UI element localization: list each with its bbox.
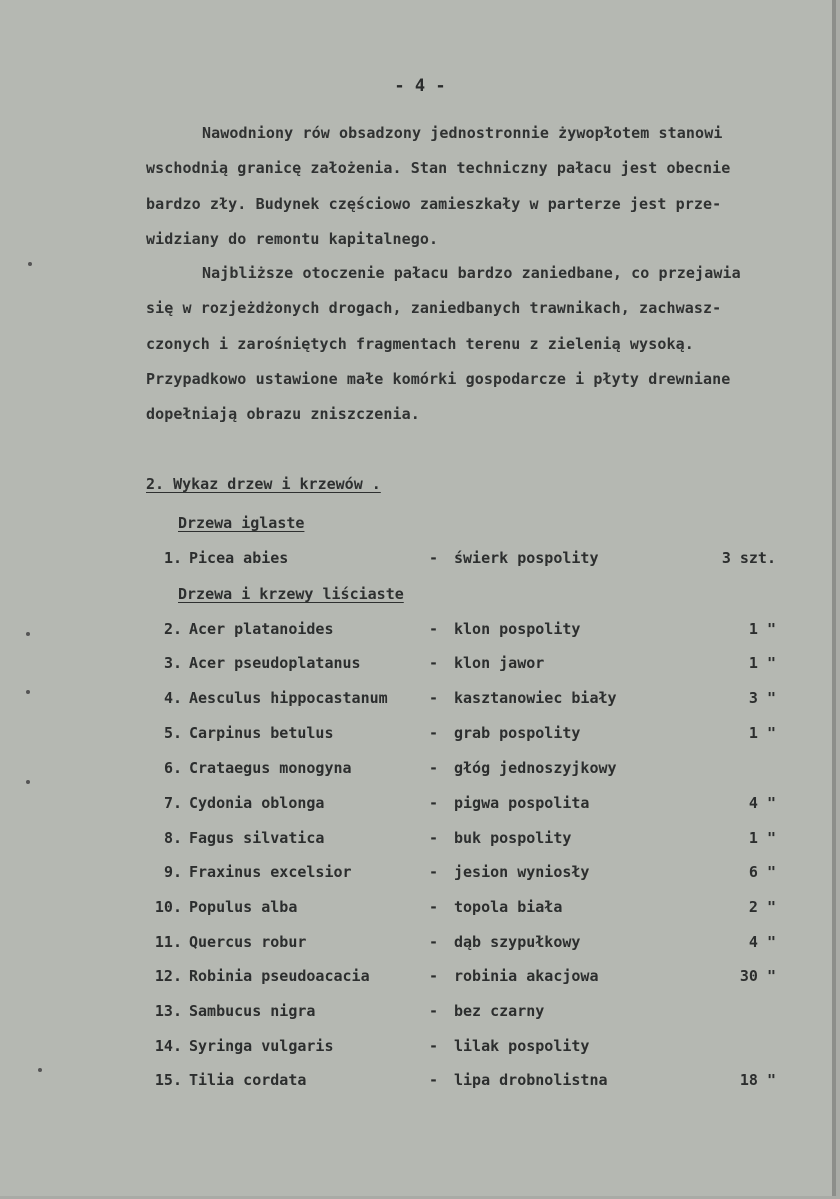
paper-speck (26, 690, 30, 694)
dash-separator: - (429, 549, 439, 567)
dash-separator: - (429, 933, 439, 951)
text-line: Nawodniony rów obsadzony jednostronnie żywopłotem stanowi (202, 124, 723, 142)
dash-separator: - (429, 794, 439, 812)
text-line: bardzo zły. Budynek częściowo zamieszkały w parterze jest prze- (146, 194, 722, 213)
polish-name: lilak pospolity (454, 1037, 590, 1055)
polish-name: klon pospolity (454, 620, 581, 638)
latin-name: Robinia pseudoacacia (189, 967, 370, 985)
quantity: 4 " (748, 794, 776, 812)
latin-name: Acer platanoides (189, 620, 334, 638)
latin-name: Cydonia oblonga (189, 794, 325, 812)
species-row (0, 1002, 840, 1026)
paper-speck (26, 780, 30, 784)
species-row (0, 759, 840, 783)
item-number: 2. (163, 620, 182, 638)
species-row (0, 967, 840, 991)
text-line: wschodnią granicę założenia. Stan techniczny pałacu jest obecnie (146, 159, 731, 178)
latin-name: Tilia cordata (189, 1071, 307, 1089)
section-title: 2. Wykaz drzew i krzewów . (146, 475, 381, 493)
latin-name: Acer pseudoplatanus (189, 654, 361, 672)
item-number: 13. (154, 1002, 182, 1020)
item-number: 9. (163, 863, 182, 881)
polish-name: dąb szypułkowy (454, 933, 581, 951)
quantity: 3 " (748, 689, 776, 707)
dash-separator: - (429, 967, 439, 985)
dash-separator: - (429, 1037, 439, 1055)
item-number: 1. (163, 549, 182, 567)
item-number: 14. (154, 1037, 182, 1055)
polish-name: topola biała (454, 898, 563, 916)
polish-name: lipa drobnolistna (454, 1071, 608, 1089)
item-number: 12. (154, 967, 182, 985)
item-number: 10. (154, 898, 182, 916)
group-heading-deciduous: Drzewa i krzewy liściaste (178, 585, 404, 603)
quantity: 1 " (748, 654, 776, 672)
species-row (0, 898, 840, 922)
polish-name: bez czarny (454, 1002, 545, 1020)
paper-speck (26, 632, 30, 636)
polish-name: grab pospolity (454, 724, 581, 742)
item-number: 5. (163, 724, 182, 742)
latin-name: Carpinus betulus (189, 724, 334, 742)
dash-separator: - (429, 898, 439, 916)
dash-separator: - (429, 759, 439, 777)
species-row (0, 689, 840, 713)
species-row (0, 1071, 840, 1095)
latin-name: Crataegus monogyna (189, 759, 352, 777)
latin-name: Fraxinus excelsior (189, 863, 352, 881)
dash-separator: - (429, 1071, 439, 1089)
species-row (0, 863, 840, 887)
paragraph-description (146, 116, 806, 257)
text-line: się w rozjeżdżonych drogach, zaniedbanych trawnikach, zachwasz- (146, 299, 722, 318)
dash-separator: - (429, 863, 439, 881)
dash-separator: - (429, 724, 439, 742)
item-number: 3. (163, 654, 182, 672)
paper-speck (38, 1068, 42, 1072)
dash-separator: - (429, 829, 439, 847)
group-heading-conifers: Drzewa iglaste (178, 514, 305, 532)
latin-name: Quercus robur (189, 933, 307, 951)
quantity: 2 " (748, 898, 776, 916)
quantity: 3 szt. (721, 549, 776, 567)
polish-name: klon jawor (454, 654, 545, 672)
polish-name: świerk pospolity (454, 549, 599, 567)
latin-name: Sambucus nigra (189, 1002, 316, 1020)
quantity: 4 " (748, 933, 776, 951)
text-line: Przypadkowo ustawione małe komórki gospodarcze i płyty drewniane (146, 369, 731, 388)
item-number: 11. (154, 933, 182, 951)
paragraph-surroundings (146, 256, 806, 432)
item-number: 8. (163, 829, 182, 847)
quantity: 1 " (748, 724, 776, 742)
latin-name: Populus alba (189, 898, 298, 916)
dash-separator: - (429, 1002, 439, 1020)
page-number: - 4 - (394, 76, 446, 96)
species-row (0, 829, 840, 853)
item-number: 15. (154, 1071, 182, 1089)
text-line: Najbliższe otoczenie pałacu bardzo zaniedbane, co przejawia (202, 264, 741, 282)
species-row (0, 933, 840, 957)
species-row (0, 620, 840, 644)
dash-separator: - (429, 654, 439, 672)
item-number: 6. (163, 759, 182, 777)
polish-name: pigwa pospolita (454, 794, 590, 812)
text-line: widziany do remontu kapitalnego. (146, 229, 439, 248)
latin-name: Syringa vulgaris (189, 1037, 334, 1055)
polish-name: jesion wyniosły (454, 863, 590, 881)
latin-name: Picea abies (189, 549, 289, 567)
dash-separator: - (429, 620, 439, 638)
polish-name: głóg jednoszyjkowy (454, 759, 617, 777)
latin-name: Fagus silvatica (189, 829, 325, 847)
polish-name: buk pospolity (454, 829, 572, 847)
species-row (0, 1037, 840, 1061)
paper-speck (28, 262, 32, 266)
quantity: 18 " (739, 1071, 776, 1089)
species-row (0, 654, 840, 678)
quantity: 6 " (748, 863, 776, 881)
item-number: 4. (163, 689, 182, 707)
text-line: dopełniają obrazu zniszczenia. (146, 405, 420, 424)
quantity: 1 " (748, 829, 776, 847)
species-row (0, 549, 840, 573)
polish-name: kasztanowiec biały (454, 689, 617, 707)
species-row (0, 724, 840, 748)
item-number: 7. (163, 794, 182, 812)
dash-separator: - (429, 689, 439, 707)
latin-name: Aesculus hippocastanum (189, 689, 388, 707)
quantity: 30 " (739, 967, 776, 985)
species-row (0, 794, 840, 818)
quantity: 1 " (748, 620, 776, 638)
polish-name: robinia akacjowa (454, 967, 599, 985)
text-line: czonych i zarośniętych fragmentach terenu z zielenią wysoką. (146, 334, 694, 353)
